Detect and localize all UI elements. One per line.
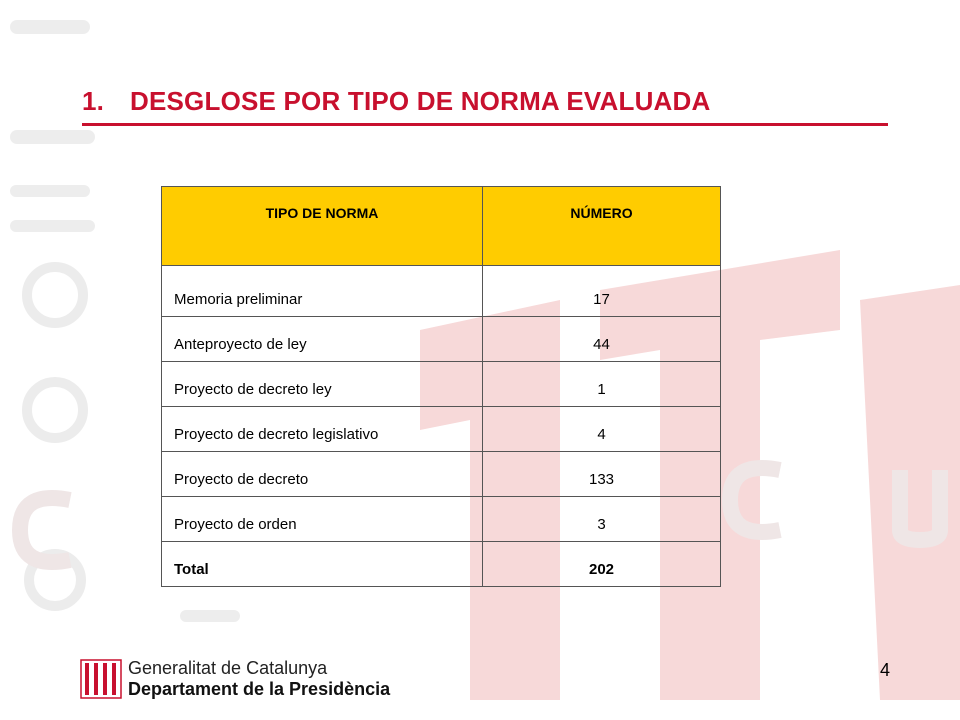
footer-organization bbox=[128, 658, 390, 700]
page-number: 4 bbox=[879, 660, 890, 680]
row-label: Memoria preliminar bbox=[162, 266, 483, 317]
table-header-row bbox=[162, 187, 721, 266]
row-label: Proyecto de decreto ley bbox=[162, 362, 483, 407]
table-row bbox=[162, 317, 721, 362]
row-label: Anteproyecto de ley bbox=[162, 317, 483, 362]
title-text: DESGLOSE POR TIPO DE NORMA EVALUADA bbox=[130, 86, 711, 116]
table-row bbox=[162, 266, 721, 317]
row-label: Proyecto de decreto legislativo bbox=[162, 407, 483, 452]
footer-line-1: Generalitat de Catalunya bbox=[128, 658, 328, 678]
slide-title bbox=[82, 86, 888, 126]
table-row bbox=[162, 452, 721, 497]
table-row bbox=[162, 362, 721, 407]
title-number: 1. bbox=[82, 86, 105, 116]
table-row bbox=[162, 407, 721, 452]
row-value: 1 bbox=[483, 362, 721, 407]
norm-type-table bbox=[161, 186, 721, 587]
header-tipo-de-norma: TIPO DE NORMA bbox=[162, 187, 483, 266]
row-label: Proyecto de decreto bbox=[162, 452, 483, 497]
header-numero: NÚMERO bbox=[483, 187, 721, 266]
row-label: Proyecto de orden bbox=[162, 497, 483, 542]
footer-line-2: Departament de la Presidència bbox=[128, 679, 391, 699]
table-row bbox=[162, 497, 721, 542]
row-value: 17 bbox=[483, 266, 721, 317]
row-value: 44 bbox=[483, 317, 721, 362]
row-value: 133 bbox=[483, 452, 721, 497]
table-total-row bbox=[162, 542, 721, 587]
row-value: 3 bbox=[483, 497, 721, 542]
generalitat-logo-icon bbox=[80, 659, 122, 699]
total-label: Total bbox=[162, 542, 483, 587]
row-value: 4 bbox=[483, 407, 721, 452]
total-value: 202 bbox=[483, 542, 721, 587]
